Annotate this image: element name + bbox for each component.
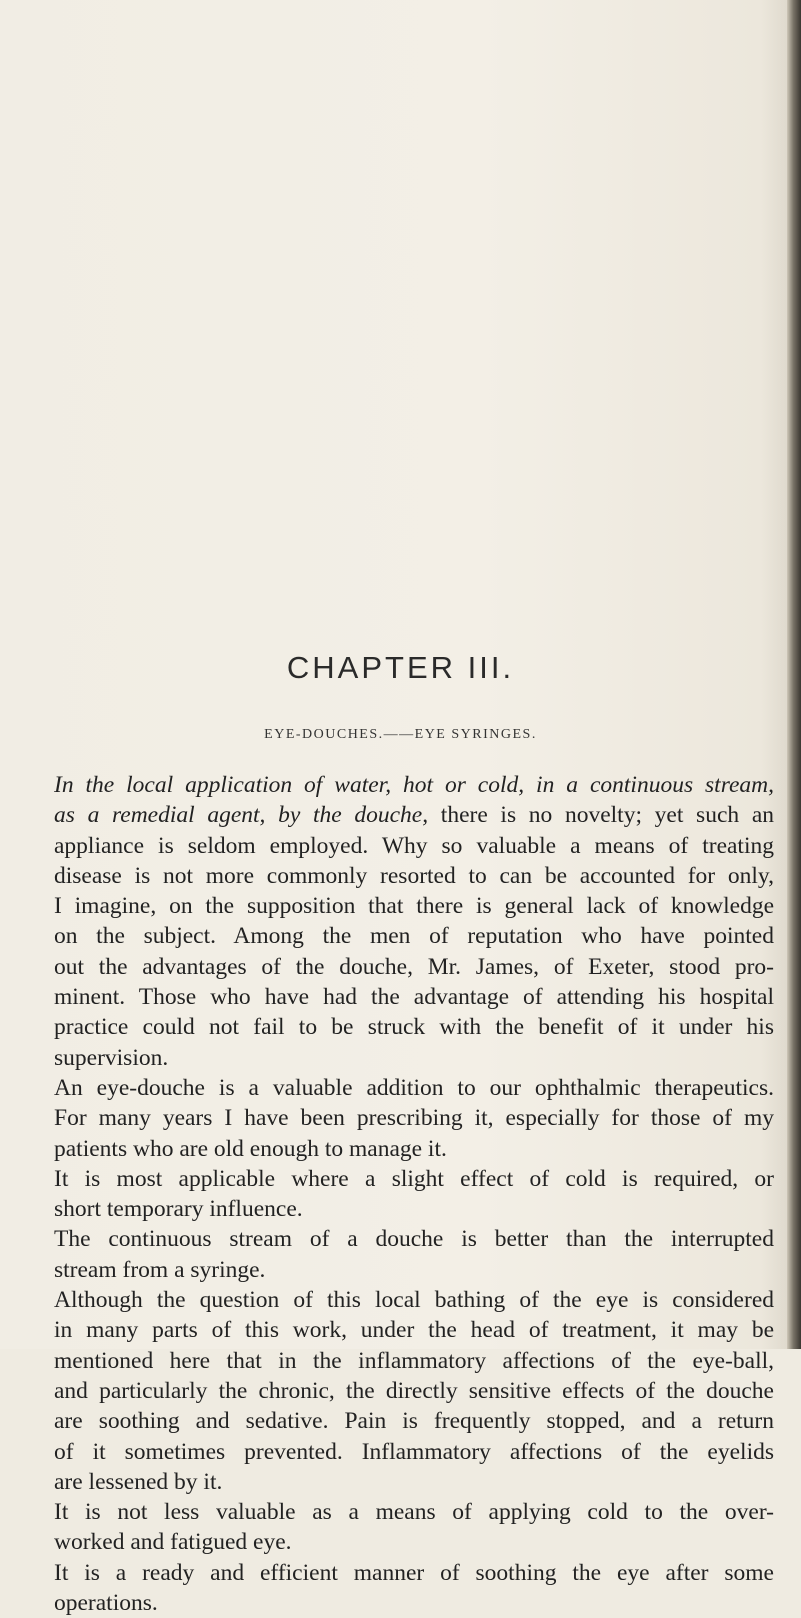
line-text: minent. Those who have had the advantage of attending his hospital — [54, 984, 774, 1011]
line-text: patients who are old enough to manage it. — [54, 1135, 447, 1162]
line-text: An eye-douche is a valuable addition to our ophthalmic therapeutics. — [54, 1074, 774, 1101]
text-line — [54, 1558, 774, 1588]
line-text: stream from a syringe. — [54, 1256, 266, 1283]
text-line — [54, 1194, 774, 1224]
text-line — [54, 1406, 774, 1436]
text-line — [54, 1103, 774, 1133]
text-line — [54, 1164, 774, 1194]
line-text: and particularly the chronic, the directly sensitive effects of the douche — [54, 1377, 774, 1404]
text-line — [54, 982, 774, 1012]
line-text: of it sometimes prevented. Inflammatory affections of the eyelids — [54, 1438, 774, 1465]
line-text: The continuous stream of a douche is better than the interrupted — [54, 1226, 774, 1253]
line-text: appliance is seldom employed. Why so valuable a means of treating — [54, 832, 774, 859]
line-text: out the advantages of the douche, Mr. James, of Exeter, stood pro- — [54, 953, 774, 980]
text-line — [54, 1043, 774, 1073]
line-text: worked and fatigued eye. — [54, 1529, 292, 1556]
text-line — [54, 952, 774, 982]
line-text: operations. — [54, 1590, 158, 1617]
text-line — [54, 770, 774, 800]
line-text: on the subject. Among the men of reputation who have pointed — [54, 923, 774, 950]
line-text: It is not less valuable as a means of applying cold to the over- — [54, 1499, 774, 1526]
line-text: For many years I have been prescribing it, especially for those of my — [54, 1105, 774, 1132]
line-text: It is most applicable where a slight effect of cold is required, or — [54, 1165, 774, 1192]
text-line — [54, 1467, 774, 1497]
text-line — [54, 1224, 774, 1254]
text-line — [54, 1073, 774, 1103]
body-text — [54, 770, 774, 1618]
chapter-title: CHAPTER III. — [286, 650, 515, 685]
text-line — [54, 891, 774, 921]
text-line — [54, 1134, 774, 1164]
italic-text: In the local application of water, hot or cold, in a continuous stream, — [54, 772, 774, 798]
text-line — [54, 1527, 774, 1557]
line-text: I imagine, on the supposition that there is general lack of knowledge — [54, 893, 774, 920]
line-text: short temporary influence. — [54, 1196, 303, 1223]
text-line — [54, 1437, 774, 1467]
line-text: there is no novelty; yet such an — [428, 802, 774, 829]
line-text: It is a ready and efficient manner of soothing the eye after some — [54, 1559, 774, 1586]
line-text: mentioned here that in the inflammatory affections of the eye-ball, — [54, 1347, 774, 1374]
text-line — [54, 1376, 774, 1406]
text-line — [54, 1012, 774, 1042]
chapter-subtitle: EYE-DOUCHES.——EYE SYRINGES. — [264, 727, 537, 742]
text-line — [54, 800, 774, 830]
line-text: are soothing and sedative. Pain is frequently stopped, and a return — [54, 1408, 774, 1435]
text-line — [54, 921, 774, 951]
text-line — [54, 1285, 774, 1315]
line-text: practice could not fail to be struck with the benefit of it under his — [54, 1014, 774, 1041]
text-line — [54, 1255, 774, 1285]
text-line — [54, 831, 774, 861]
line-text: disease is not more commonly resorted to can be accounted for only, — [54, 862, 774, 889]
text-line — [54, 1315, 774, 1345]
text-line — [54, 1497, 774, 1527]
line-text: are lessened by it. — [54, 1468, 223, 1495]
text-line — [54, 1588, 774, 1618]
italic-text: as a remedial agent, by the douche, — [54, 802, 429, 829]
text-line — [54, 861, 774, 891]
line-text: supervision. — [54, 1044, 169, 1071]
line-text: Although the question of this local bathing of the eye is considered — [54, 1287, 774, 1314]
text-line — [54, 1346, 774, 1376]
line-text: in many parts of this work, under the head of treatment, it may be — [54, 1317, 774, 1344]
